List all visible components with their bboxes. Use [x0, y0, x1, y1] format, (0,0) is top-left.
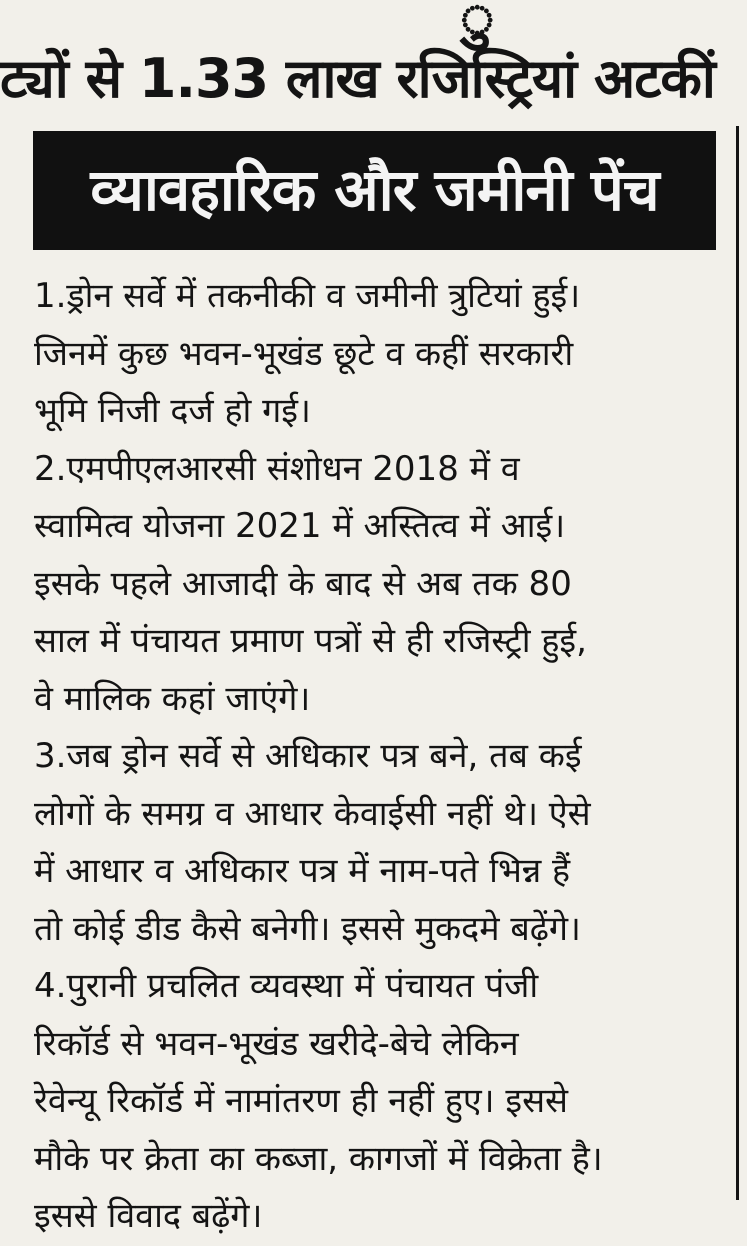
article-body [34, 268, 732, 1246]
column-divider [736, 126, 739, 1200]
article-point-2-line-1: 2.एमपीएलआरसी संशोधन 2018 में व [34, 448, 520, 489]
headline-fragment: ु [460, 0, 495, 51]
article-point-4-line-4: मौके पर क्रेता का कब्जा, कागजों में विक्रेता है। [34, 1138, 603, 1179]
article-point-4-line-5: इससे विवाद बढ़ेंगे। [34, 1196, 263, 1236]
article-point-3-line-3: में आधार व अधिकार पत्र में नाम-पते भिन्न हैं [34, 851, 571, 891]
page-headline: ट्यों से 1.33 लाख रजिस्ट्रियां अटकीं [0, 47, 715, 110]
article-point-2-line-5: वे मालिक कहां जाएंगे। [34, 678, 311, 719]
article-point-1-line-3: भूमि निजी दर्ज हो गई। [34, 391, 311, 431]
article-point-1-line-1: 1.ड्रोन सर्वे में तकनीकी व जमीनी त्रुटियां हुई। [34, 276, 581, 316]
article-point-1-line-2: जिनमें कुछ भवन-भूखंड छूटे व कहीं सरकारी [34, 333, 574, 374]
article-point-4-line-1: 4.पुरानी प्रचलित व्यवस्था में पंचायत पंजी [34, 966, 539, 1006]
article-point-4 [34, 958, 732, 1246]
article-point-2-line-3: इसके पहले आजादी के बाद से अब तक 80 [34, 563, 572, 604]
article-point-2-line-2: स्वामित्व योजना 2021 में अस्तित्व में आई। [34, 506, 566, 546]
article-point-3-line-2: लोगों के समग्र व आधार केवाईसी नहीं थे। ऐसे [34, 793, 591, 834]
article-point-3-line-1: 3.जब ड्रोन सर्वे से अधिकार पत्र बने, तब कई [34, 736, 582, 776]
article-point-3 [34, 728, 732, 958]
article-point-3-line-4: तो कोई डीड कैसे बनेगी। इससे मुकदमे बढ़ेंगे। [34, 908, 581, 949]
section-banner [33, 131, 716, 250]
article-point-2 [34, 441, 732, 729]
article-point-1 [34, 268, 732, 441]
section-banner-title: व्यावहारिक और जमीनी पेंच [90, 156, 659, 224]
article-point-4-line-2: रिकॉर्ड से भवन-भूखंड खरीदे-बेचे लेकिन [34, 1023, 519, 1064]
article-point-4-line-3: रेवेन्यू रिकॉर्ड में नामांतरण ही नहीं हुए। इससे [34, 1081, 569, 1121]
article-point-2-line-4: साल में पंचायत प्रमाण पत्रों से ही रजिस्ट्री हुई, [34, 621, 587, 661]
